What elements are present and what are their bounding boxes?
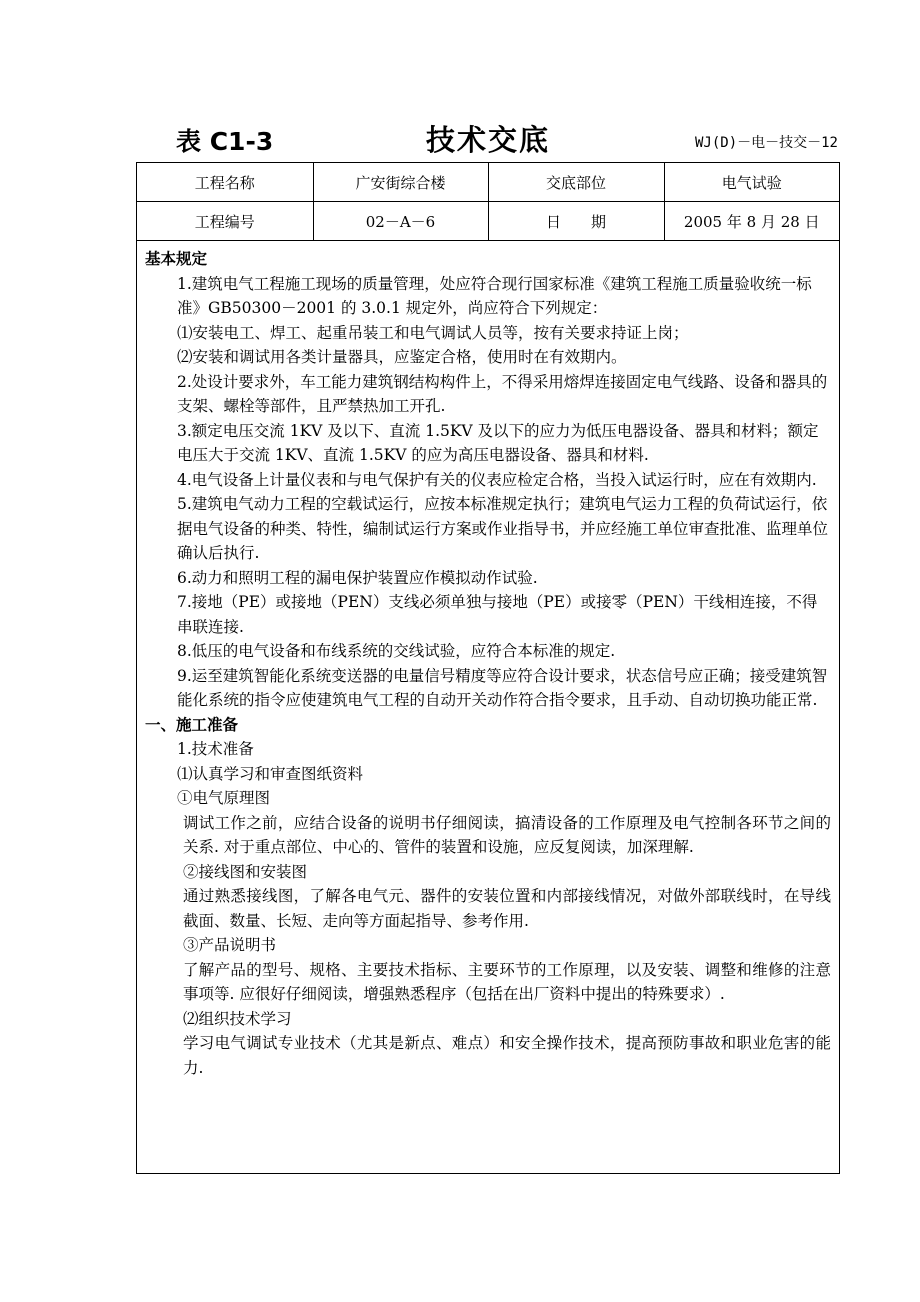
form-code: 表 C1-3	[176, 127, 274, 156]
project-name-value: 广安街综合楼	[313, 163, 488, 202]
paragraph: 5.建筑电气动力工程的空载试运行，应按本标准规定执行；建筑电气运力工程的负荷试运行，依据电气设备的种类、特性，编制试运行方案或作业指导书，并应经施工单位审查批准、监理单位确认后执行.	[177, 495, 829, 562]
paragraph: 1.建筑电气工程施工现场的质量管理，处应符合现行国家标准《建筑工程施工质量验收统一标准》GB50300－2001 的 3.0.1 规定外，尚应符合下列规定：	[177, 274, 812, 317]
disclosure-part-label: 交底部位	[488, 163, 664, 202]
project-name-label: 工程名称	[137, 163, 313, 202]
paragraph: 7.接地（PE）或接地（PEN）支线必须单独与接地（PE）或接零（PEN）干线相连接，不得串联连接.	[177, 593, 818, 636]
paragraph: ②接线图和安装图	[183, 862, 308, 881]
paragraph: ①电气原理图	[177, 789, 271, 807]
paragraph: 学习电气调试专业技术（尤其是新点、难点）和安全操作技术，提高预防事故和职业危害的能力.	[183, 1034, 831, 1077]
document-number: WJ(D)－电－技交－12	[694, 135, 838, 151]
paragraph: 4.电气设备上计量仪表和与电气保护有关的仪表应检定合格，当投入试运行时，应在有效期内.	[177, 470, 817, 489]
paragraph: ⑵安装和调试用各类计量器具，应鉴定合格，使用时在有效期内。	[177, 348, 627, 366]
paragraph: ③产品说明书	[183, 936, 277, 954]
project-number-label: 工程编号	[137, 202, 313, 241]
paragraph: 2.处设计要求外，车工能力建筑钢结构构件上，不得采用熔焊连接固定电气线路、设备和器具的支架、螺栓等部件，且严禁热加工开孔.	[177, 372, 828, 415]
disclosure-content	[137, 241, 839, 1080]
info-row	[137, 163, 839, 202]
info-row	[137, 202, 839, 241]
paragraph: ⑵组织技术学习	[183, 1009, 292, 1028]
paragraph: ⑴认真学习和审查图纸资料	[177, 764, 364, 783]
project-number-value: 02－A－6	[313, 202, 488, 241]
paragraph: 1.技术准备	[177, 740, 254, 758]
disclosure-part-value: 电气试验	[664, 163, 839, 202]
paragraph: 通过熟悉接线图，了解各电气元、器件的安装位置和内部接线情况，对做外部联线时，在导线截面、数量、长短、走向等方面起指导、参考作用.	[183, 887, 831, 930]
paragraph: 了解产品的型号、规格、主要技术指标、主要环节的工作原理，以及安装、调整和维修的注意事项等. 应很好仔细阅读，增强熟悉程序（包括在出厂资料中提出的特殊要求）.	[183, 960, 831, 1003]
section-heading: 基本规定	[145, 250, 208, 268]
paragraph: 9.运至建筑智能化系统变送器的电量信号精度等应符合设计要求，状态信号应正确；接受建筑智能化系统的指令应使建筑电气工程的自动开关动作符合指令要求，且手动、自动切换功能正常.	[177, 666, 828, 709]
section-heading: 一、施工准备	[145, 715, 239, 734]
paragraph: 3.额定电压交流 1KV 及以下、直流 1.5KV 及以下的应力为低压电器设备、器具和材料；额定电压大于交流 1KV、直流 1.5KV 的应为高压电器设备、器具和材料.	[177, 421, 819, 464]
document-header	[136, 118, 840, 162]
disclosure-sheet	[136, 162, 840, 1174]
paragraph: 6.动力和照明工程的漏电保护装置应作模拟动作试验.	[177, 568, 538, 587]
paragraph: 调试工作之前，应结合设备的说明书仔细阅读，搞清设备的工作原理及电气控制各环节之间的关系. 对于重点部位、中心的、管件的装置和设施，应反复阅读，加深理解.	[183, 813, 831, 856]
paragraph: ⑴安装电工、焊工、起重吊装工和电气调试人员等，按有关要求持证上岗；	[177, 323, 689, 342]
project-info-table	[137, 163, 839, 241]
date-value: 2005 年 8 月 28 日	[664, 202, 839, 241]
document-title: 技术交底	[425, 123, 550, 157]
paragraph: 8.低压的电气设备和布线系统的交线试验，应符合本标准的规定.	[177, 642, 616, 660]
date-label: 日 期	[488, 202, 664, 241]
